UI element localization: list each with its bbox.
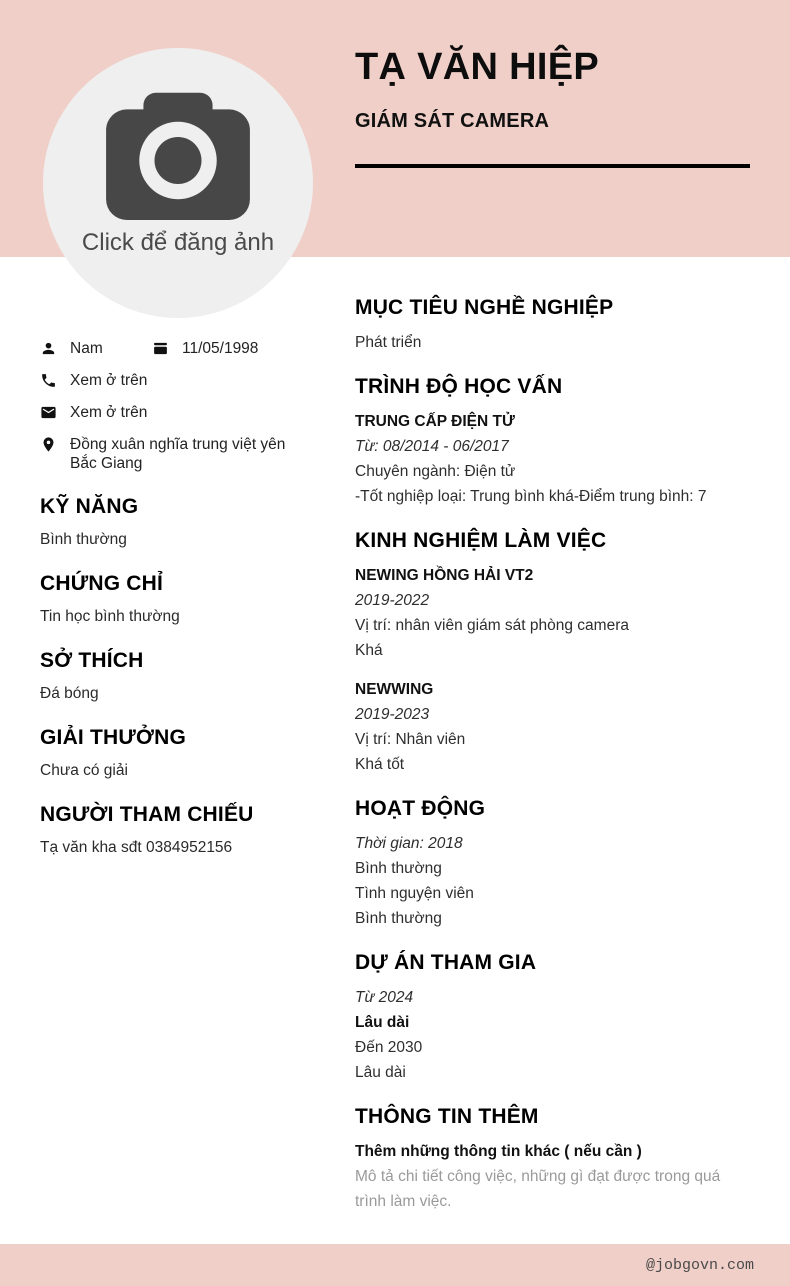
gender-value: Nam xyxy=(70,340,103,357)
photo-upload-label: Click để đăng ảnh xyxy=(81,229,275,256)
education-major: Chuyên ngành: Điện tử xyxy=(355,463,516,480)
footer-credit: @jobgovn.com xyxy=(645,1256,754,1274)
education-result: -Tốt nghiệp loại: Trung bình khá-Điểm trung bình: 7 xyxy=(355,488,707,505)
phone-icon xyxy=(40,372,57,389)
section-body: Tin học bình thường xyxy=(40,608,180,625)
main-column xyxy=(355,296,755,1234)
objective-body: Phát triển xyxy=(355,334,422,351)
location-icon xyxy=(40,436,57,453)
activities-line: Bình thường xyxy=(355,860,442,877)
email-value: Xem ở trên xyxy=(70,404,148,421)
job-company: NEWWING xyxy=(355,681,434,698)
sidebar-section-certificates xyxy=(40,572,335,627)
calendar-icon xyxy=(152,340,169,357)
photo-upload-placeholder[interactable] xyxy=(43,48,313,318)
job-position: Vị trí: nhân viên giám sát phòng camera xyxy=(355,617,629,634)
birthday-item xyxy=(152,339,258,358)
experience-entry xyxy=(355,563,755,663)
camera-icon xyxy=(94,90,262,220)
sidebar-section-hobbies xyxy=(40,649,335,704)
project-period: Từ 2024 xyxy=(355,989,414,1006)
section-body: Bình thường xyxy=(40,531,127,548)
project-end: Đến 2030 xyxy=(355,1039,423,1056)
phone-value: Xem ở trên xyxy=(70,372,148,389)
education-period: Từ: 08/2014 - 06/2017 xyxy=(355,438,509,455)
section-additional-info xyxy=(355,1105,755,1214)
email-icon xyxy=(40,404,57,421)
job-period: 2019-2023 xyxy=(355,706,430,723)
activities-period: Thời gian: 2018 xyxy=(355,835,463,852)
section-body: Đá bóng xyxy=(40,685,99,702)
activities-line: Tình nguyện viên xyxy=(355,885,474,902)
section-body: Chưa có giải xyxy=(40,762,128,779)
project-name: Lâu dài xyxy=(355,1014,410,1031)
additional-subtitle: Thêm những thông tin khác ( nếu cần ) xyxy=(355,1143,642,1160)
sidebar-section-references xyxy=(40,803,335,858)
additional-placeholder: Mô tả chi tiết công việc, những gì đạt được trong quá trình làm việc. xyxy=(355,1168,721,1210)
job-note: Khá tốt xyxy=(355,756,405,773)
section-title: KINH NGHIỆM LÀM VIỆC xyxy=(355,529,607,552)
section-title: HOẠT ĐỘNG xyxy=(355,797,486,820)
experience-entry xyxy=(355,677,755,777)
section-projects xyxy=(355,951,755,1085)
section-education xyxy=(355,375,755,509)
section-activities xyxy=(355,797,755,931)
header-text-block xyxy=(355,47,755,168)
section-body: Tạ văn kha sđt 0384952156 xyxy=(40,839,233,856)
section-title: KỸ NĂNG xyxy=(40,495,139,518)
header-divider xyxy=(355,164,750,168)
section-title: CHỨNG CHỈ xyxy=(40,572,164,595)
info-row-gender-birthday xyxy=(40,339,335,358)
footer-band xyxy=(0,1244,790,1286)
section-title: DỰ ÁN THAM GIA xyxy=(355,951,537,974)
project-note: Lâu dài xyxy=(355,1064,406,1081)
activities-line: Bình thường xyxy=(355,910,442,927)
info-row-email xyxy=(40,403,335,422)
section-title: THÔNG TIN THÊM xyxy=(355,1105,539,1128)
section-title: MỤC TIÊU NGHỀ NGHIỆP xyxy=(355,296,614,319)
job-note: Khá xyxy=(355,642,383,659)
section-objective xyxy=(355,296,755,355)
info-row-address xyxy=(40,435,335,473)
sidebar xyxy=(40,339,335,858)
section-title: GIẢI THƯỞNG xyxy=(40,726,187,749)
section-title: NGƯỜI THAM CHIẾU xyxy=(40,803,254,826)
education-school: TRUNG CẤP ĐIỆN TỬ xyxy=(355,413,515,430)
job-title: GIÁM SÁT CAMERA xyxy=(355,110,550,132)
candidate-name: TẠ VĂN HIỆP xyxy=(355,46,599,88)
sidebar-section-skills xyxy=(40,495,335,550)
birthday-value: 11/05/1998 xyxy=(182,340,259,357)
person-icon xyxy=(40,340,57,357)
info-row-phone xyxy=(40,371,335,390)
job-position: Vị trí: Nhân viên xyxy=(355,731,466,748)
address-value: Đồng xuân nghĩa trung việt yên Bắc Giang xyxy=(70,436,286,472)
gender-item xyxy=(40,339,152,358)
section-experience xyxy=(355,529,755,777)
sidebar-section-awards xyxy=(40,726,335,781)
job-period: 2019-2022 xyxy=(355,592,430,609)
job-company: NEWING HỒNG HẢI VT2 xyxy=(355,567,534,584)
section-title: SỞ THÍCH xyxy=(40,649,144,672)
section-title: TRÌNH ĐỘ HỌC VẤN xyxy=(355,375,563,398)
